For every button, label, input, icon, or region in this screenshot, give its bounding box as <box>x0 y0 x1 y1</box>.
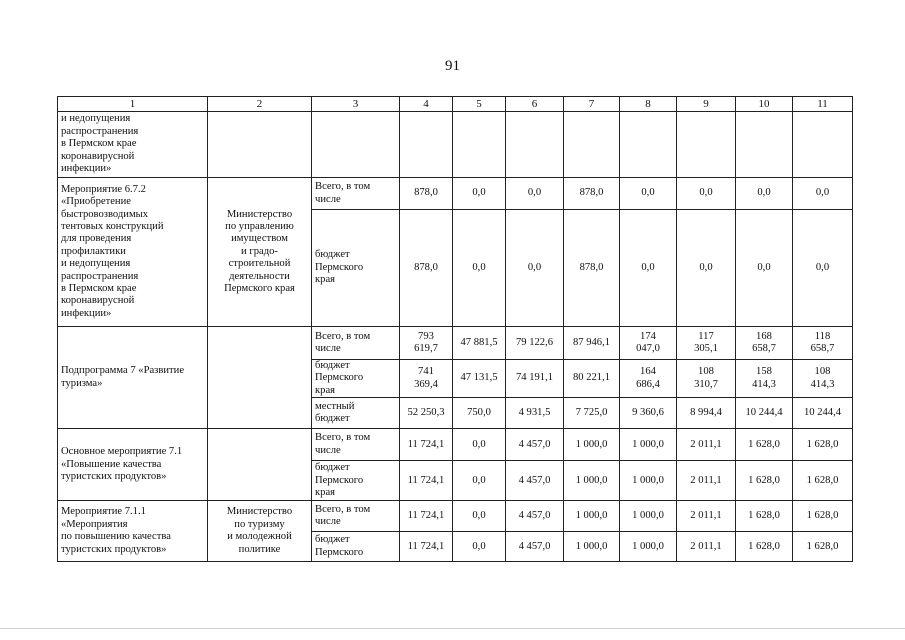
measure-name-cell <box>58 112 208 178</box>
value-cell: 0,0 <box>453 429 506 461</box>
header-cell: 3 <box>312 97 400 112</box>
executor-name: Министерство по управлению имуществом и градо- строительной деятельности Пермского края <box>224 208 295 295</box>
value-cell: 52 250,3 <box>400 398 453 429</box>
funding-source: бюджет Пермского края <box>312 210 400 327</box>
funding-source: бюджет Пермского <box>312 532 400 562</box>
value-cell: 1 000,0 <box>620 532 677 562</box>
measure-name-cell <box>58 501 208 562</box>
value-cell: 1 628,0 <box>793 429 853 461</box>
value-cell: 11 724,1 <box>400 461 453 501</box>
value-cell: 87 946,1 <box>564 327 620 360</box>
value-cell: 118 658,7 <box>793 327 853 360</box>
value-cell: 4 457,0 <box>506 429 564 461</box>
value-cell: 1 628,0 <box>736 501 793 532</box>
value-cell: 878,0 <box>564 210 620 327</box>
value-cell: 0,0 <box>793 178 853 210</box>
value-cell: 108 310,7 <box>677 360 736 398</box>
value-cell: 2 011,1 <box>677 532 736 562</box>
value-cell: 0,0 <box>620 210 677 327</box>
value-cell: 7 725,0 <box>564 398 620 429</box>
funding-source: Всего, в том числе <box>312 178 400 210</box>
measure-name-cell <box>58 429 208 501</box>
value-cell: 0,0 <box>453 501 506 532</box>
header-cell: 1 <box>58 97 208 112</box>
value-cell: 1 000,0 <box>564 461 620 501</box>
value-cell: 10 244,4 <box>793 398 853 429</box>
value-cell: 108 414,3 <box>793 360 853 398</box>
measure-name: Мероприятие 7.1.1 «Мероприятия по повышению качества туристских продуктов» <box>61 506 171 555</box>
value-cell: 47 881,5 <box>453 327 506 360</box>
value-cell: 878,0 <box>400 178 453 210</box>
value-cell: 1 000,0 <box>564 501 620 532</box>
executor-cell <box>208 429 312 501</box>
value-cell: 878,0 <box>400 210 453 327</box>
empty-cell <box>564 112 620 178</box>
value-cell: 2 011,1 <box>677 461 736 501</box>
header-cell: 2 <box>208 97 312 112</box>
funding-source: бюджет Пермского края <box>312 461 400 501</box>
value-cell: 2 011,1 <box>677 501 736 532</box>
value-cell: 0,0 <box>506 178 564 210</box>
value-cell: 0,0 <box>677 210 736 327</box>
value-cell: 878,0 <box>564 178 620 210</box>
value-cell: 117 305,1 <box>677 327 736 360</box>
empty-cell <box>620 112 677 178</box>
value-cell: 741 369,4 <box>400 360 453 398</box>
empty-cell <box>453 112 506 178</box>
value-cell: 4 457,0 <box>506 532 564 562</box>
value-cell: 4 457,0 <box>506 501 564 532</box>
value-cell: 0,0 <box>677 178 736 210</box>
value-cell: 79 122,6 <box>506 327 564 360</box>
table-row <box>58 178 853 210</box>
value-cell: 74 191,1 <box>506 360 564 398</box>
empty-cell <box>400 112 453 178</box>
executor-cell <box>208 327 312 429</box>
value-cell: 1 000,0 <box>620 501 677 532</box>
value-cell: 793 619,7 <box>400 327 453 360</box>
value-cell: 1 000,0 <box>620 429 677 461</box>
value-cell: 2 011,1 <box>677 429 736 461</box>
executor-name: Министерство по туризму и молодежной политике <box>226 506 293 555</box>
empty-cell <box>312 112 400 178</box>
value-cell: 1 000,0 <box>620 461 677 501</box>
table-row <box>58 429 853 461</box>
value-cell: 0,0 <box>736 210 793 327</box>
measure-name: Подпрограмма 7 «Развитие туризма» <box>61 365 185 389</box>
value-cell: 1 000,0 <box>564 532 620 562</box>
value-cell: 8 994,4 <box>677 398 736 429</box>
funding-source: Всего, в том числе <box>312 327 400 360</box>
executor-cell <box>208 178 312 327</box>
page-number: 91 <box>445 58 460 74</box>
value-cell: 11 724,1 <box>400 532 453 562</box>
value-cell: 158 414,3 <box>736 360 793 398</box>
header-cell: 10 <box>736 97 793 112</box>
header-cell: 8 <box>620 97 677 112</box>
value-cell: 1 628,0 <box>793 532 853 562</box>
value-cell: 4 457,0 <box>506 461 564 501</box>
empty-cell <box>793 112 853 178</box>
value-cell: 47 131,5 <box>453 360 506 398</box>
empty-cell <box>208 112 312 178</box>
value-cell: 164 686,4 <box>620 360 677 398</box>
value-cell: 11 724,1 <box>400 429 453 461</box>
value-cell: 1 628,0 <box>736 429 793 461</box>
value-cell: 1 000,0 <box>564 429 620 461</box>
budget-table <box>57 96 853 562</box>
value-cell: 0,0 <box>453 461 506 501</box>
header-cell: 5 <box>453 97 506 112</box>
header-cell: 4 <box>400 97 453 112</box>
measure-name: Основное мероприятие 7.1 «Повышение качества туристских продуктов» <box>61 446 183 482</box>
header-cell: 9 <box>677 97 736 112</box>
value-cell: 1 628,0 <box>793 461 853 501</box>
header-row <box>58 97 853 112</box>
value-cell: 9 360,6 <box>620 398 677 429</box>
funding-source: Всего, в том числе <box>312 429 400 461</box>
value-cell: 0,0 <box>736 178 793 210</box>
header-cell: 11 <box>793 97 853 112</box>
value-cell: 1 628,0 <box>793 501 853 532</box>
measure-name: Мероприятие 6.7.2 «Приобретение быстровозводимых тентовых конструкций для проведения профилактики и недопущения распространения в Пермском крае коронавирусной инфекции» <box>61 183 164 319</box>
measure-name-cell <box>58 327 208 429</box>
executor-cell <box>208 501 312 562</box>
empty-cell <box>506 112 564 178</box>
value-cell: 0,0 <box>453 532 506 562</box>
funding-source: местный бюджет <box>312 398 400 429</box>
value-cell: 0,0 <box>453 178 506 210</box>
value-cell: 0,0 <box>620 178 677 210</box>
header-cell: 7 <box>564 97 620 112</box>
value-cell: 11 724,1 <box>400 501 453 532</box>
empty-cell <box>677 112 736 178</box>
value-cell: 4 931,5 <box>506 398 564 429</box>
value-cell: 0,0 <box>506 210 564 327</box>
value-cell: 10 244,4 <box>736 398 793 429</box>
table-row <box>58 501 853 532</box>
header-cell: 6 <box>506 97 564 112</box>
funding-source: Всего, в том числе <box>312 501 400 532</box>
value-cell: 750,0 <box>453 398 506 429</box>
scan-edge-line <box>0 628 905 629</box>
value-cell: 0,0 <box>793 210 853 327</box>
measure-name-cell <box>58 178 208 327</box>
funding-source: бюджет Пермского края <box>312 360 400 398</box>
value-cell: 1 628,0 <box>736 461 793 501</box>
table-row <box>58 327 853 360</box>
value-cell: 80 221,1 <box>564 360 620 398</box>
value-cell: 168 658,7 <box>736 327 793 360</box>
empty-cell <box>736 112 793 178</box>
table-row <box>58 112 853 178</box>
value-cell: 1 628,0 <box>736 532 793 562</box>
measure-name: и недопущения распространения в Пермском крае коронавирусной инфекции» <box>61 113 139 175</box>
value-cell: 0,0 <box>453 210 506 327</box>
value-cell: 174 047,0 <box>620 327 677 360</box>
